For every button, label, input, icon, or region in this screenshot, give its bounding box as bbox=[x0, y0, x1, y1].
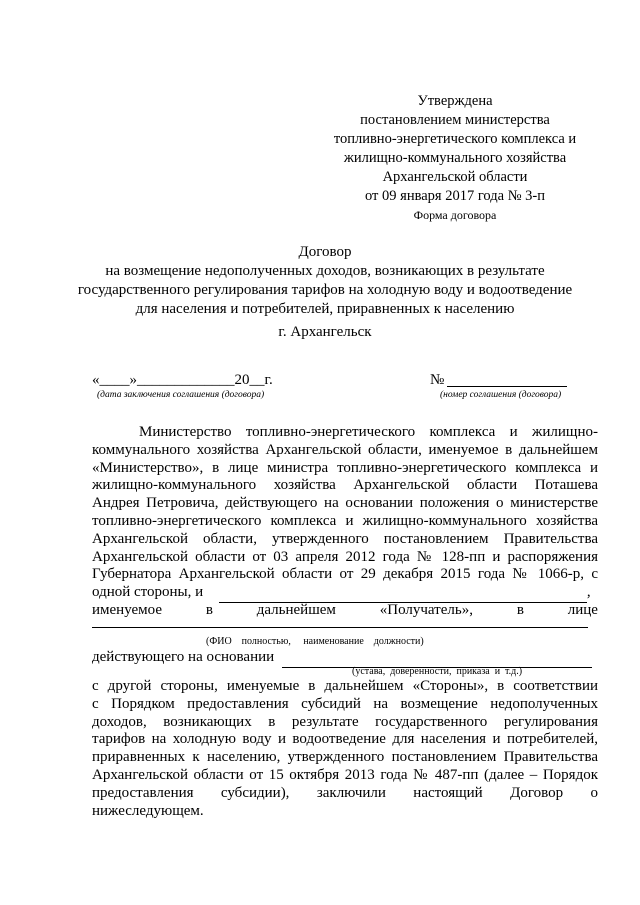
number-sign: № bbox=[430, 372, 445, 388]
approval-line: постановлением министерства bbox=[360, 112, 550, 128]
approval-line: Архангельской области bbox=[382, 169, 528, 185]
approval-line: от 09 января 2017 года № 3-п bbox=[365, 188, 545, 204]
title-heading: Договор bbox=[298, 244, 352, 260]
approval-line: Утверждена bbox=[417, 93, 493, 109]
document-title bbox=[60, 243, 590, 319]
basis-field[interactable] bbox=[282, 649, 592, 668]
paragraph-line: тарифов на холодную воду и водоотведение для населения и потребителей, bbox=[92, 731, 598, 748]
acting-line bbox=[92, 649, 598, 668]
date-field: «____»_____________20__г. bbox=[92, 372, 273, 388]
counterparty-field[interactable] bbox=[219, 584, 587, 603]
paragraph-line: Андрея Петровича, действующего на основании положения о министерстве bbox=[92, 495, 598, 512]
title-line: государственного регулирования тарифов на холодную воду и водоотведение bbox=[77, 282, 573, 298]
approval-line: топливно-энергетического комплекса и bbox=[333, 131, 577, 147]
named-word: в bbox=[205, 602, 213, 618]
basis-hint: (устава, доверенности, приказа и т.д.) bbox=[352, 666, 523, 677]
paragraph-line: Архангельской области от 03 апреля 2012 года № 128-пп и распоряжения bbox=[92, 548, 598, 565]
paragraph-line: нижеследующем. bbox=[92, 802, 204, 819]
paragraph-line: Архангельской области от 15 октября 2013 года № 487-пп (далее – Порядок bbox=[92, 766, 598, 783]
paragraph-line: доходов, возникающих в результате государственного регулирования bbox=[92, 713, 598, 730]
city: г. Архангельск bbox=[278, 324, 372, 340]
title-line: для населения и потребителей, приравненных к населению bbox=[135, 301, 515, 317]
acting-label: действующего на основании bbox=[92, 649, 275, 665]
paragraph-line: жилищно-коммунального хозяйства Архангельской области Поташева bbox=[92, 477, 598, 494]
paragraph-line: с Порядком предоставления субсидий на возмещение недополученных bbox=[92, 695, 598, 712]
title-line: на возмещение недополученных доходов, возникающих в результате bbox=[105, 263, 545, 279]
named-word: дальнейшем bbox=[256, 602, 336, 618]
representative-field[interactable] bbox=[92, 617, 588, 628]
comma: , bbox=[586, 584, 591, 600]
named-word: именуемое bbox=[92, 602, 162, 618]
named-word: лице bbox=[567, 602, 598, 618]
paragraph-line: Министерство топливно-энергетического комплекса и жилищно- bbox=[139, 424, 598, 440]
date-hint: (дата заключения соглашения (договора) bbox=[97, 390, 265, 400]
approval-stamp bbox=[300, 92, 610, 206]
fio-hint: (ФИО полностью, наименование должности) bbox=[206, 636, 424, 647]
approval-line: жилищно-коммунального хозяйства bbox=[343, 150, 567, 166]
paragraph-line: «Министерство», в лице министра топливно-энергетического комплекса и bbox=[92, 459, 598, 476]
paragraph-line: Архангельской области, утвержденного постановлением Правительства bbox=[92, 530, 598, 547]
counterparty-line bbox=[92, 584, 598, 603]
paragraph-line: коммунального хозяйства Архангельской области, именуемое в дальнейшем bbox=[92, 441, 598, 458]
paragraph-line: с другой стороны, именуемые в дальнейшем «Стороны», в соответствии bbox=[92, 678, 598, 694]
paragraph-line: предоставления субсидии), заключили настоящий Договор о bbox=[92, 784, 598, 801]
number-field-line bbox=[447, 386, 567, 387]
named-word: «Получатель», bbox=[379, 602, 473, 618]
intro-paragraph bbox=[92, 424, 598, 584]
second-paragraph bbox=[92, 678, 598, 820]
named-word: в bbox=[516, 602, 524, 618]
paragraph-line: топливно-энергетического комплекса и жилищно-коммунального хозяйства bbox=[92, 512, 598, 529]
paragraph-line: Губернатора Архангельской области от 29 декабря 2015 года № 1066-р, с bbox=[92, 566, 598, 583]
number-hint: (номер соглашения (договора) bbox=[440, 390, 562, 400]
paragraph-line: приравненных к населению, утвержденного постановлением Правительства bbox=[92, 749, 598, 766]
one-side-label: одной стороны, и bbox=[92, 584, 204, 600]
form-label: Форма договора bbox=[413, 208, 497, 222]
